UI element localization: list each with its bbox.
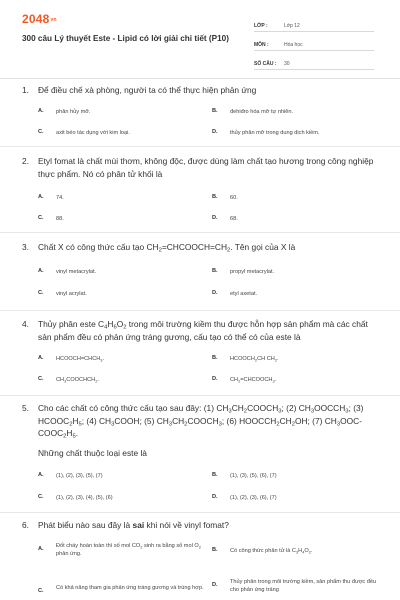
option-letter: B.	[212, 355, 218, 361]
option-letter: C.	[38, 215, 44, 221]
question-4-option-b[interactable]	[212, 355, 279, 363]
question-number: 3.	[22, 242, 29, 252]
option-text: (1), (2), (3), (5), (7)	[56, 473, 103, 479]
question-text-emphasis: sai	[132, 520, 145, 530]
option-letter: D.	[212, 494, 218, 500]
option-text: 74.	[56, 195, 64, 201]
question-5-stem	[22, 402, 382, 440]
option-text: 60.	[230, 195, 238, 201]
question-1-option-c[interactable]	[38, 129, 130, 137]
question-5-option-a[interactable]	[38, 472, 103, 480]
question-6-option-c[interactable]	[38, 584, 208, 594]
question-divider	[0, 512, 400, 513]
document-meta	[254, 16, 374, 73]
meta-row-class	[254, 16, 374, 32]
option-letter: A.	[38, 268, 44, 274]
option-letter: B.	[212, 472, 218, 478]
question-4-option-d[interactable]	[212, 376, 276, 384]
question-3-option-c[interactable]	[38, 290, 87, 298]
question-4-option-c[interactable]	[38, 376, 99, 384]
question-divider	[0, 146, 400, 147]
option-text: 88.	[56, 216, 64, 222]
option-text: Có công thức phân tử là $C_3H_4O_2$.	[230, 548, 313, 555]
question-3-option-b[interactable]	[212, 268, 274, 276]
option-letter: A.	[38, 108, 44, 114]
class-label: LỚP :	[254, 23, 268, 29]
option-letter: D.	[212, 129, 218, 135]
question-number: 1.	[22, 85, 29, 95]
question-number: 5.	[22, 403, 29, 413]
meta-row-subject	[254, 35, 374, 51]
question-2-option-c[interactable]	[38, 215, 64, 223]
question-4-option-a[interactable]	[38, 355, 104, 363]
question-5-option-c[interactable]	[38, 494, 113, 502]
option-letter: D.	[212, 215, 218, 221]
option-letter: A.	[38, 355, 44, 361]
question-2-option-a[interactable]	[38, 194, 64, 202]
question-count-value: 30	[284, 61, 290, 67]
class-value: Lớp 12	[284, 23, 300, 29]
document-title: 300 câu Lý thuyết Este - Lipid có lời giải chi tiết (P10)	[22, 34, 229, 43]
logo-suffix-text: vn	[50, 16, 57, 23]
option-letter: A.	[38, 472, 44, 478]
option-letter: C.	[38, 588, 44, 594]
option-letter: B.	[212, 268, 218, 274]
question-3-stem	[22, 241, 382, 254]
option-letter: B.	[212, 547, 218, 553]
option-text: Thủy phân trong môi trường kiềm, sản phẩm thu được đều cho phản ứng tráng	[230, 579, 377, 593]
option-text: $CH_3COOCHCH_2$.	[56, 377, 99, 384]
question-5-sub-stem: Những chất thuộc loại este là	[38, 448, 147, 458]
option-text: Có khả năng tham gia phản ứng tráng gương và trùng hợp.	[56, 585, 204, 591]
question-text: Thủy phân este $C_4H_6O_2$ trong môi trường kiềm thu được hỗn hợp sản phẩm mà các chất sản phẩm đều có phản ứng tráng gương, cấu tạo có thể có của este là	[38, 319, 368, 342]
question-2-stem	[22, 155, 382, 180]
question-6-option-b[interactable]	[212, 547, 382, 555]
option-letter: C.	[38, 290, 44, 296]
question-4-stem	[22, 318, 382, 343]
document-header	[0, 0, 400, 79]
question-6-stem	[22, 519, 382, 532]
question-2-option-b[interactable]	[212, 194, 238, 202]
option-letter: C.	[38, 494, 44, 500]
site-logo[interactable]	[22, 12, 57, 26]
option-letter: C.	[38, 376, 44, 382]
question-divider	[0, 310, 400, 311]
question-1-option-a[interactable]	[38, 108, 90, 116]
meta-row-count	[254, 54, 374, 70]
question-3-option-d[interactable]	[212, 290, 257, 298]
question-divider	[0, 232, 400, 233]
question-text-prefix: Phát biểu nào sau đây là	[38, 520, 133, 530]
option-text: $CH_2=CHCOOCH_3$.	[230, 377, 277, 384]
subject-value: Hóa học	[284, 42, 303, 48]
question-1-stem	[22, 84, 382, 97]
option-letter: D.	[212, 376, 218, 382]
question-number: 2.	[22, 156, 29, 166]
option-text: đehiđro hóa mỡ tự nhiên.	[230, 109, 294, 115]
option-text: $HCOOCH=CHCH_3$.	[56, 356, 105, 363]
question-2-option-d[interactable]	[212, 215, 238, 223]
question-5-option-b[interactable]	[212, 472, 277, 480]
option-letter: A.	[38, 194, 44, 200]
logo-main-text: 2048	[22, 12, 50, 26]
option-text: thủy phân mỡ trong dung dịch kiềm.	[230, 130, 320, 136]
option-text: phân hủy mỡ.	[56, 109, 91, 115]
question-divider	[0, 395, 400, 396]
option-text: (1), (2), (3), (6), (7)	[230, 495, 277, 501]
option-text: vinyl acrylat.	[56, 291, 87, 297]
question-text: Để điều chế xà phòng, người ta có thể thực hiện phản ứng	[38, 85, 257, 95]
option-text: axit béo tác dụng với kim loại.	[56, 130, 130, 136]
option-letter: B.	[212, 108, 218, 114]
question-text: Cho các chất có công thức cấu tạo sau đây: (1) $CH_3CH_2COOCH_3$; (2) $CH_3OOCCH_3$; (3) $HCOOC_2H_5$; (4) $CH_3COOH$; (5) $CH_3CH_2COOCH_3$; (6) $HOOCCH_2CH_2OH$; (7) $CH_3OOC-COOC_2H_5$.	[38, 403, 364, 440]
question-count-label: SỐ CÂU :	[254, 61, 277, 67]
question-text: Chất X có công thức cấu tạo $CH_2=CHCOOCH=CH_2$. Tên gọi của X là	[38, 242, 296, 254]
question-1-option-b[interactable]	[212, 108, 293, 116]
option-text: Đốt cháy hoàn toàn thì số mol $CO_2$ sinh ra bằng số mol $O_2$ phản ứng.	[56, 543, 201, 557]
option-text: propyl metacrylat.	[230, 269, 275, 275]
option-text: etyl axetat.	[230, 291, 258, 297]
question-number: 6.	[22, 520, 29, 530]
question-text: Etyl fomat là chất mùi thơm, không độc, được dùng làm chất tạo hương trong công nghiệp thực phẩm. Nó có phân tử khối là	[38, 156, 374, 179]
question-5-option-d[interactable]	[212, 494, 277, 502]
question-1-option-d[interactable]	[212, 129, 320, 137]
option-text: (1), (3), (5), (6), (7)	[230, 473, 277, 479]
question-6-option-d[interactable]	[212, 578, 382, 594]
question-number: 4.	[22, 319, 29, 329]
option-text: vinyl metacrylat.	[56, 269, 97, 275]
question-text-suffix: khi nói về vinyl fomat?	[144, 520, 229, 530]
option-letter: A.	[38, 546, 44, 552]
option-letter: B.	[212, 194, 218, 200]
option-letter: D.	[212, 290, 218, 296]
question-3-option-a[interactable]	[38, 268, 96, 276]
option-text: 68.	[230, 216, 238, 222]
question-6-option-a[interactable]	[38, 542, 208, 558]
option-text: (1), (2), (3), (4), (5), (6)	[56, 495, 113, 501]
option-text: $HCOOCH_2CH$ $CH_2$.	[230, 356, 279, 363]
option-letter: C.	[38, 129, 44, 135]
subject-label: MÔN :	[254, 42, 269, 48]
option-letter: D.	[212, 582, 218, 588]
